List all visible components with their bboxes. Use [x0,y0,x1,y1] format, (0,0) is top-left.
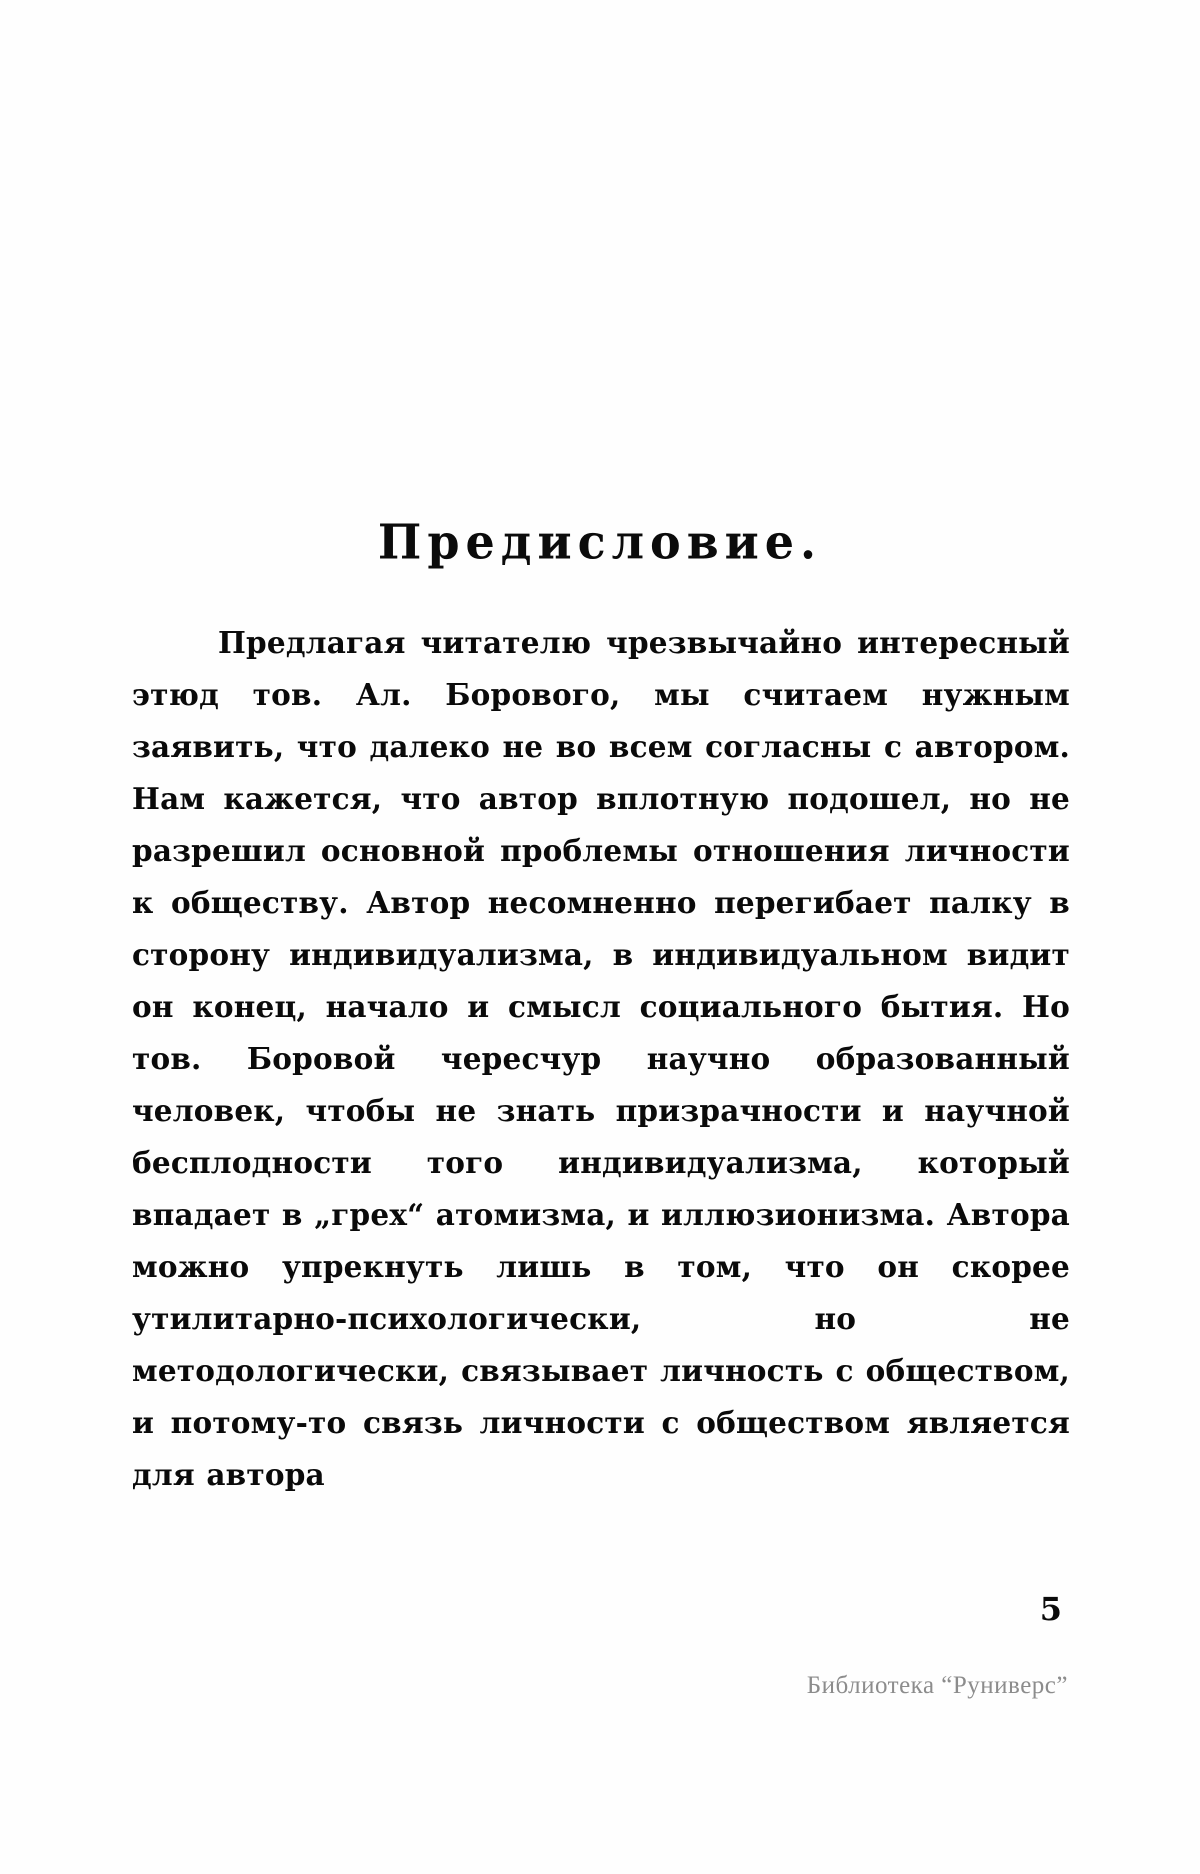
library-watermark: Библиотека “Руниверс” [806,1672,1068,1699]
body-paragraph [120,617,1080,1501]
page-title: Предисловие. [377,513,823,571]
page-number: 5 [1039,1590,1062,1628]
page-content-area [120,60,1080,1800]
paragraph-text: Предлагая читателю чрезвычайно интересный этюд тов. Ал. Борового, мы считаем нужным заявить, что далеко не во всем согласны с автором. Нам кажется, что автор вплотную подошел, но не разрешил основной проблемы отношения личности к обществу. Автор несомненно перегибает палку в сторону индивидуализма, в индивидуальном видит он конец, начало и смысл социального бытия. Но тов. Боровой чересчур научно образованный человек, чтобы не знать призрачности и научной бесплодности того индивидуализма, который впадает в „грех“ атомизма, и иллюзионизма. Автора можно упрекнуть лишь в том, что он скорее утилитарно-психологически, но не методологически, связывает личность с обществом, и потому-то связь личности с обществом является для автора [132,625,1070,1492]
